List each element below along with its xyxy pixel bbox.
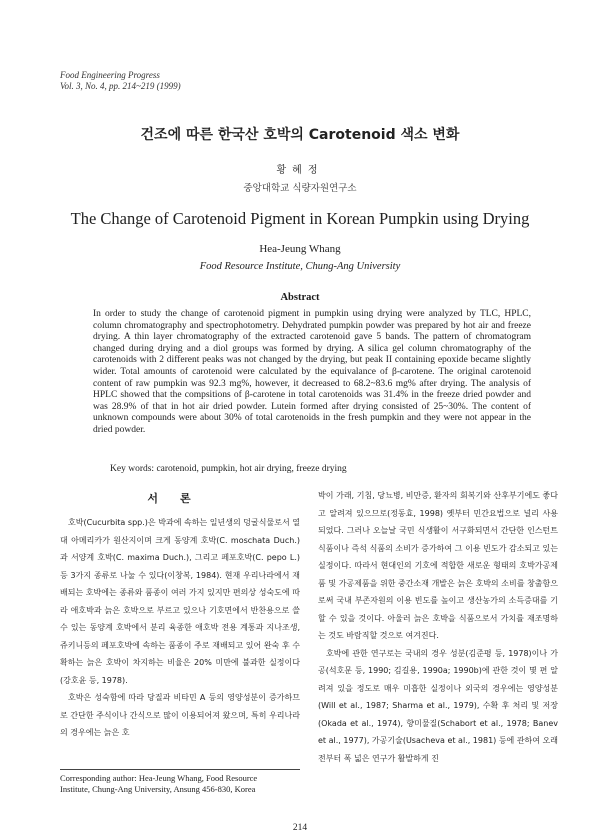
paragraph: 박이 가래, 기침, 당뇨병, 비만증, 환자의 회복기와 산후부기에도 좋다고 알려져 있으므로(정동효, 1998) 옛부터 민간요법으로 널리 사용되었다. 그러나 오늘날 국민 식생활이 서구화되면서 간단한 인스턴트 식품이나 즉석 식품의 소비가 증가하여 그 이용 빈도가 감소되고 있는 실정이다. 따라서 현대인의 기호에 적합한 새로운 형태의 호박가공제품 및 가공제품을 위한 중간소재 개발은 늙은 호박의 소비를 창출함으로써 국내 부존자원의 이용 빈도를 높이고 생산농가의 소득증대를 기할 수 있을 것이다. 아울러 늙은 호박을 식품으로서 가치를 재조명하는 것도 바람직할 것으로 여겨진다. xyxy=(318,491,558,640)
paragraph: 호박에 관한 연구로는 국내의 경우 성분(김준평 등, 1978)이나 가공(석호문 등, 1990; 김길용, 1990a; 1990b)에 관한 것이 몇 편 알려져 있을 정도로 매우 미흡한 실정이나 외국의 경우에는 영양성분(Will et al., 1987; Sharma et al., 1979), 수확 후 처리 및 저장(Okada et al., 1974), 향미물질(Schabort et al., 1978; Banev et al., 1977), 가공기술(Usacheva et al., 1981) 등에 관하여 오래 전부터 폭 넓은 연구가 활발하게 진 xyxy=(318,648,558,763)
abstract-text: In order to study the change of carotenoid pigment in pumpkin using drying were analyzed by TLC, HPLC, column chromatography and spectrophotometry. Dehydrated pumpkin powder was prepared by hot air and freeze drying. A thin layer chromatography of the extracted carotenoid gave 5 bands. The pattern of chromatogram changed during drying and a diol groups was formed by drying. A silica gel column chromatography of the carotenoids with 2 different peaks was not changed by the drying, but peak II containing epoxide became slightly wider. Total amounts of carotenoid were calculated by the equivalance of β-carotene. The original carotenoid content of raw pumpkin was 92.3 mg%, however, it decreased to 68.2~83.6 mg% after drying. The analysis of HPLC showed that the compsitions of β-carotene in total carotenoids was 31.4% in the freeze dried powder and was 28.9% of that in hot air dried powder. Lutein formed after drying consisted of 25~30%. The content of unknown compounds were about 30% of total carotenoids in the fresh pumpkin and they were not appear in the dried powder. xyxy=(93,309,531,435)
footnote xyxy=(60,773,300,794)
title-korean: 건조에 따른 한국산 호박의 Carotenoid 색소 변화 xyxy=(140,127,460,143)
author-english: Hea-Jeung Whang xyxy=(259,243,341,255)
page-number: 214 xyxy=(292,823,308,833)
journal-volume: Vol. 3, No. 4, pp. 214~219 (1999) xyxy=(60,81,181,91)
footnote-line: Corresponding author: Hea-Jeung Whang, Food Resource xyxy=(60,773,258,783)
affiliation-english: Food Resource Institute, Chung-Ang University xyxy=(199,261,401,272)
left-column xyxy=(60,514,300,758)
author-korean: 황혜정 xyxy=(276,165,324,176)
affiliation-korean: 중앙대학교 식량자원연구소 xyxy=(243,183,357,194)
paragraph: 호박은 성숙함에 따라 당질과 비타민 A 등의 영양성분이 증가하므로 간단한 주식이나 간식으로 많이 이용되어져 왔으며, 특히 우리나라의 경우에는 늙은 호 xyxy=(60,693,300,737)
paragraph: 호박(Cucurbita spp.)은 박과에 속하는 일년생의 덩굴식물로서 열대 아메리카가 원산지이며 크게 동양계 호박(C. moschata Duch.)과 서양계 호박(C. maxima Duch.), 그리고 페포호박(C. pepo L.) 등 3가지 종류로 나눌 수 있다(이창복, 1984). 현재 우리나라에서 재배되는 호박에는 종류와 품종이 여러 가지 있지만 편의상 성숙도에 따라 애호박과 늙은 호박으로 부르고 있으나 기호면에서 반찬용으로 쓸 수 있는 동양계 호박에서 분리 육종한 애호박 전용 계통과 지나조생, 쥬키니등의 페포호박에 속하는 품종이 주로 재배되고 있어 완숙 후 수확하는 늙은 호박이 차지하는 비율은 20% 미만에 불과한 실정이다(강호윤 등, 1978). xyxy=(60,518,300,685)
title-english: The Change of Carotenoid Pigment in Korean Pumpkin using Drying xyxy=(70,209,530,228)
footnote-line: Institute, Chung-Ang University, Ansung 456-830, Korea xyxy=(60,783,256,794)
right-column xyxy=(318,487,558,817)
journal-info xyxy=(60,70,181,92)
abstract-heading: Abstract xyxy=(280,292,320,303)
journal-name: Food Engineering Progress xyxy=(60,70,160,80)
keywords: Key words: carotenoid, pumpkin, hot air drying, freeze drying xyxy=(110,464,347,474)
section-heading-introduction: 서론 xyxy=(147,492,213,505)
footnote-divider xyxy=(60,769,300,770)
